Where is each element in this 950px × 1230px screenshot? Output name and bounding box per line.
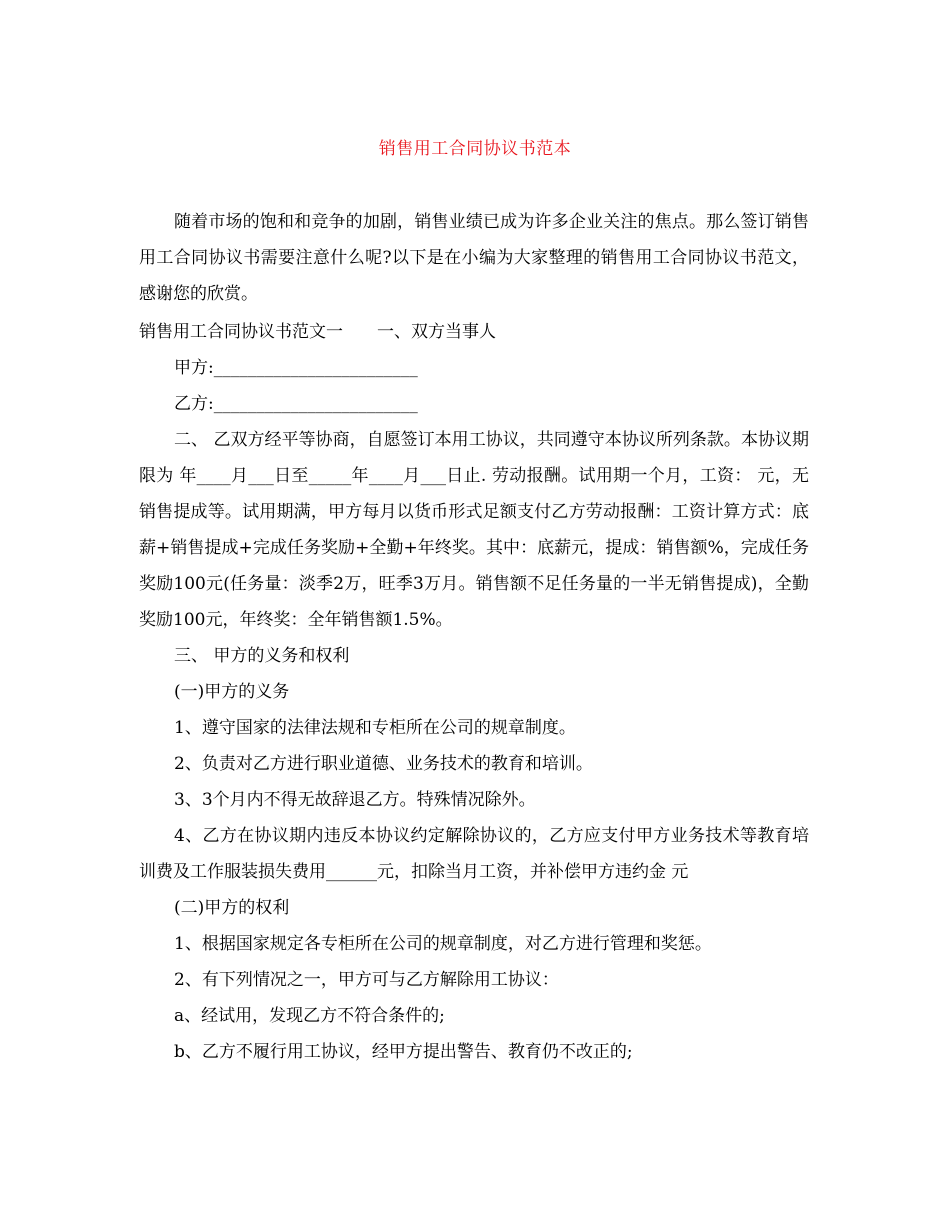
section-heading-obligations-rights: 三、 甲方的义务和权利 xyxy=(174,646,350,666)
obligation-item-2: 2、负责对乙方进行职业道德、业务技术的教育和培训。 xyxy=(174,754,593,774)
rights-item-1: 1、根据国家规定各专柜所在公司的规章制度，对乙方进行管理和奖惩。 xyxy=(174,934,712,954)
section-heading-parties: 销售用工合同协议书范文一 一、双方当事人 xyxy=(139,322,496,342)
obligation-item-3: 3、3个月内不得无故辞退乙方。特殊情况除外。 xyxy=(174,790,536,810)
document-title: 销售用工合同协议书范本 xyxy=(378,139,572,159)
party-a-line: 甲方:________________________ xyxy=(174,358,418,378)
obligation-item-1: 1、遵守国家的法律法规和专柜所在公司的规章制度。 xyxy=(174,718,576,738)
rights-subitem-a: a、经试用，发现乙方不符合条件的; xyxy=(174,1006,445,1026)
rights-item-2: 2、有下列情况之一，甲方可与乙方解除用工协议： xyxy=(174,970,559,990)
intro-paragraph: 随着市场的饱和和竞争的加剧，销售业绩已成为许多企业关注的焦点。那么签订销售用工合同协议书需要注意什么呢?以下是在小编为大家整理的销售用工合同协议书范文，感谢您的欣赏。 xyxy=(139,212,809,304)
subheading-rights: (二)甲方的权利 xyxy=(174,898,290,918)
party-b-line: 乙方:________________________ xyxy=(174,394,418,414)
rights-subitem-b: b、乙方不履行用工协议，经甲方提出警告、教育仍不改正的; xyxy=(174,1042,633,1062)
obligation-item-4: 4、乙方在协议期内违反本协议约定解除协议的，乙方应支付甲方业务技术等教育培训费及工作服装损失费用______元，扣除当月工资，并补偿甲方违约金 元 xyxy=(139,826,809,882)
subheading-obligations: (一)甲方的义务 xyxy=(174,682,290,702)
document-body xyxy=(139,204,809,1070)
clause-two-paragraph: 二、 乙双方经平等协商，自愿签订本用工协议，共同遵守本协议所列条款。本协议期限为 年____月___日至_____年____月___日止. 劳动报酬。试用期一个月，工资： 元，无销售提成等。试用期满，甲方每月以货币形式足额支付乙方劳动报酬：工资计算方式：底薪+销售提成+完成任务奖励+全勤+年终奖。其中：底薪元，提成：销售额%，完成任务奖励100元(任务量：淡季2万，旺季3万月。销售额不足任务量的一半无销售提成)，全勤奖励100元，年终奖：全年销售额1.5%。 xyxy=(139,430,809,630)
